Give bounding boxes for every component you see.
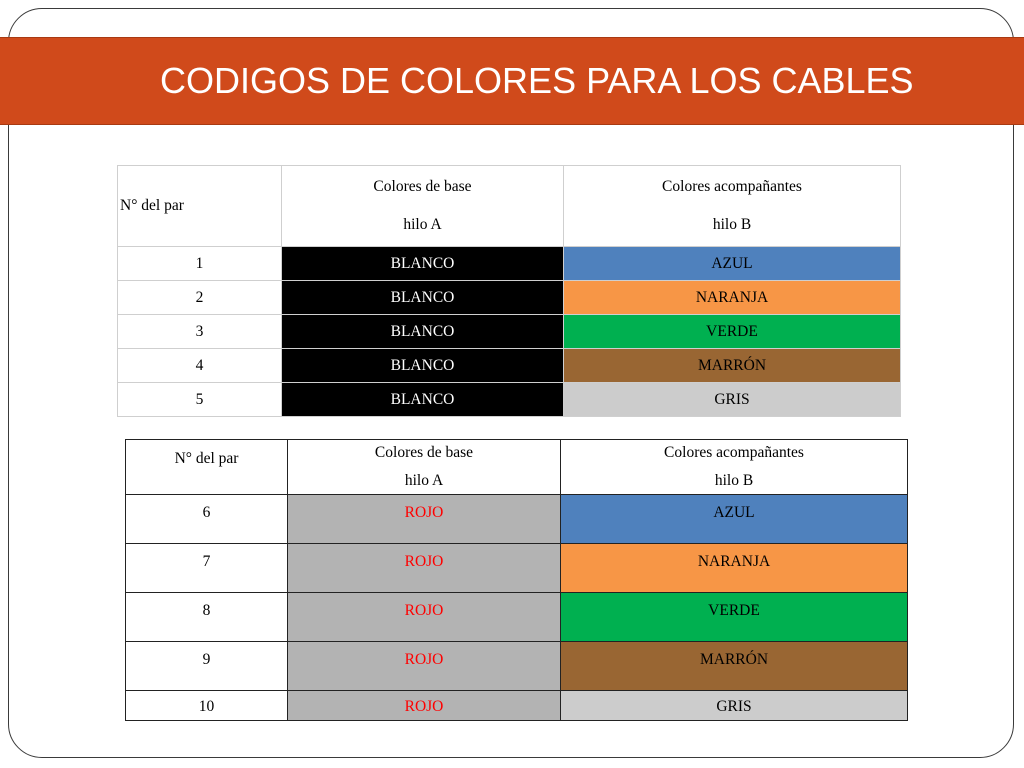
accent-color-cell: MARRÓN [561, 642, 908, 691]
header-accent-label: Colores acompañantes [662, 178, 802, 195]
color-code-table-2 [125, 439, 908, 721]
accent-color-cell: VERDE [564, 315, 901, 349]
header-accent-color [561, 440, 908, 495]
pair-number-cell: 5 [118, 383, 282, 417]
pair-number-cell: 4 [118, 349, 282, 383]
pair-number-cell: 2 [118, 281, 282, 315]
table-row [118, 315, 901, 349]
pair-number-cell: 3 [118, 315, 282, 349]
pair-number-cell: 1 [118, 247, 282, 281]
accent-color-cell: NARANJA [564, 281, 901, 315]
pair-number-cell: 7 [126, 544, 288, 593]
table-row [126, 593, 908, 642]
table-header-row [118, 166, 901, 247]
header-base-color [288, 440, 561, 495]
table-row [126, 691, 908, 721]
table-row [126, 495, 908, 544]
header-base-label: Colores de base [374, 444, 474, 461]
color-code-table-1 [117, 165, 901, 417]
table-header-row [126, 440, 908, 495]
table-row [126, 642, 908, 691]
accent-color-cell: AZUL [561, 495, 908, 544]
header-accent-label: Colores acompañantes [664, 444, 804, 461]
pair-number-cell: 10 [126, 691, 288, 721]
base-color-cell: ROJO [288, 544, 561, 593]
accent-color-cell: VERDE [561, 593, 908, 642]
pair-number-cell: 6 [126, 495, 288, 544]
base-color-cell: BLANCO [282, 281, 564, 315]
accent-color-cell: NARANJA [561, 544, 908, 593]
header-base-sub: hilo A [403, 216, 442, 233]
pair-number-cell: 8 [126, 593, 288, 642]
base-color-cell: BLANCO [282, 349, 564, 383]
header-accent-sub: hilo B [714, 472, 754, 489]
base-color-cell: ROJO [288, 642, 561, 691]
base-color-cell: BLANCO [282, 383, 564, 417]
header-pair-number: N° del par [118, 166, 282, 247]
accent-color-cell: MARRÓN [564, 349, 901, 383]
table-row [118, 383, 901, 417]
slide-title: CODIGOS DE COLORES PARA LOS CABLES [160, 60, 914, 101]
base-color-cell: BLANCO [282, 247, 564, 281]
accent-color-cell: GRIS [561, 691, 908, 721]
table-row [126, 544, 908, 593]
pair-number-cell: 9 [126, 642, 288, 691]
base-color-cell: BLANCO [282, 315, 564, 349]
accent-color-cell: GRIS [564, 383, 901, 417]
table-row [118, 247, 901, 281]
header-accent-sub: hilo B [712, 216, 752, 233]
header-base-sub: hilo A [404, 472, 444, 489]
base-color-cell: ROJO [288, 593, 561, 642]
header-base-label: Colores de base [373, 178, 472, 195]
header-accent-color [564, 166, 901, 247]
base-color-cell: ROJO [288, 691, 561, 721]
table-row [118, 349, 901, 383]
accent-color-cell: AZUL [564, 247, 901, 281]
base-color-cell: ROJO [288, 495, 561, 544]
header-base-color [282, 166, 564, 247]
table-row [118, 281, 901, 315]
header-pair-number: N° del par [126, 440, 288, 495]
